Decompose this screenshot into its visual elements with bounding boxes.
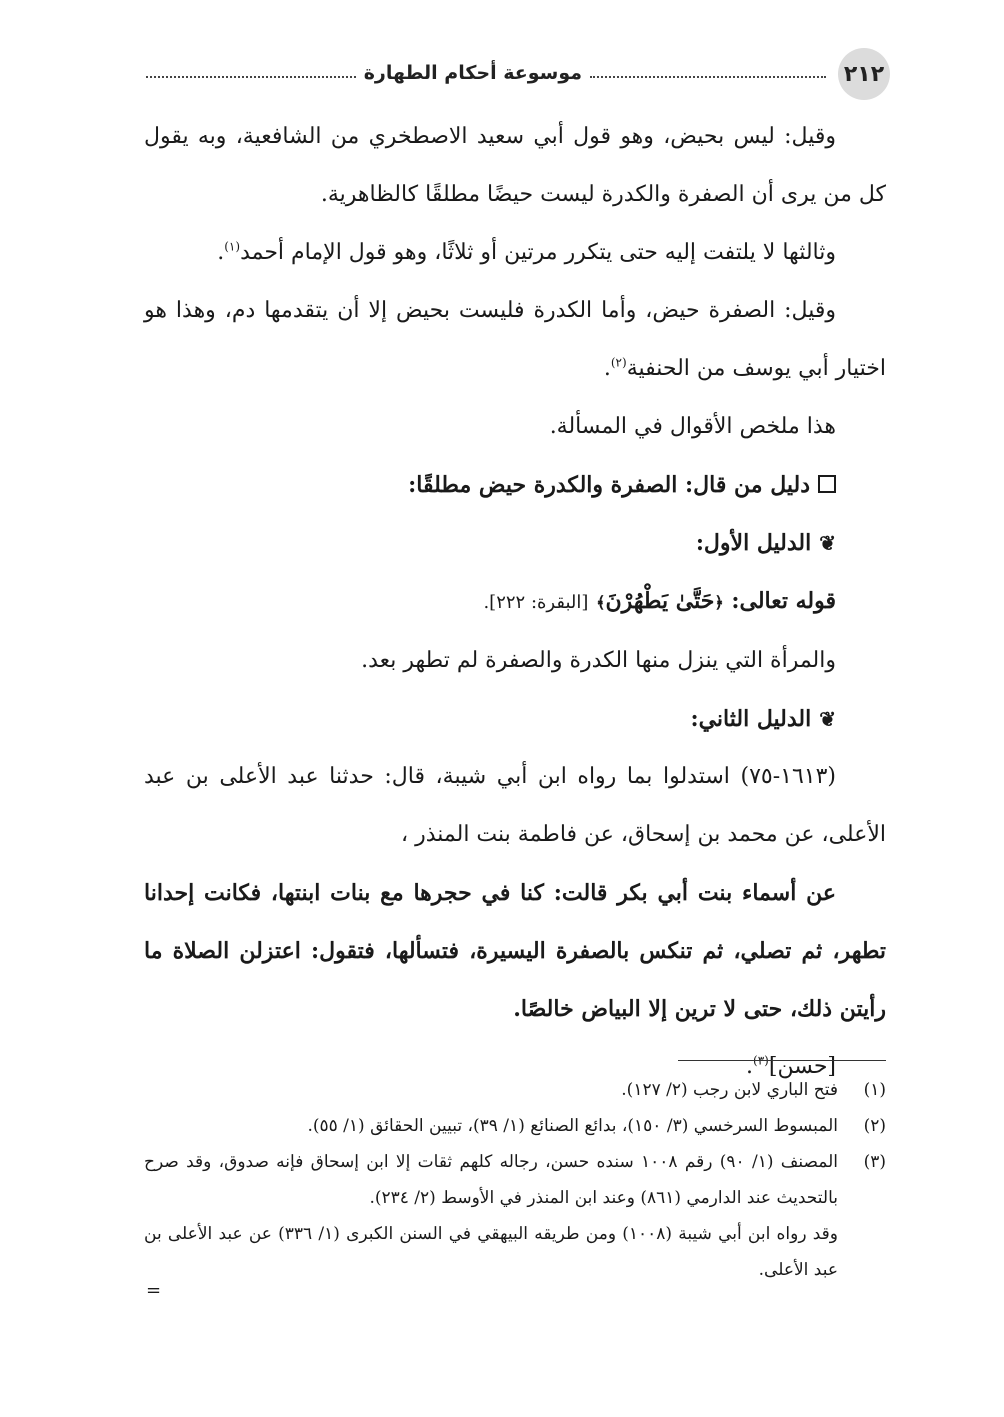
running-title-row	[146, 60, 826, 86]
footnote-ref-3[interactable]: (٣)	[753, 1053, 769, 1068]
paragraph-3	[144, 282, 886, 398]
footnote-ref-1[interactable]: (١)	[224, 239, 241, 254]
footnote-number: (٢)	[863, 1116, 886, 1136]
paragraph-2-text: وثالثها لا يلتفت إليه حتى يتكرر مرتين أو ثلاثًا، وهو قول الإمام أحمد	[240, 240, 836, 265]
footnote-text: المصنف (١/ ٩٠) رقم ١٠٠٨ سنده حسن، رجاله كلهم ثقات إلا ابن إسحاق فإنه صدوق، وقد صرح بالتحديث عند الدارمي (٨٦١) وعند ابن المنذر في الأوسط (٢/ ٢٣٤).	[144, 1152, 838, 1208]
heading-first-text: الدليل الأول:	[695, 530, 812, 556]
paragraph-3-end: .	[603, 356, 611, 381]
quran-line	[144, 572, 886, 632]
footnotes	[144, 1072, 886, 1288]
quran-reference: [البقرة: ٢٢٢].	[483, 592, 589, 613]
header-dots-left	[146, 76, 356, 78]
main-text	[144, 108, 886, 1096]
hadith-grade-end: .	[746, 1054, 754, 1079]
hadith-grade-text: [حسن]	[768, 1054, 836, 1079]
page-header	[146, 48, 890, 92]
header-dots-right	[590, 76, 826, 78]
footnote-1	[144, 1072, 886, 1108]
footnote-number: (١)	[863, 1080, 886, 1100]
footnote-3	[144, 1144, 886, 1216]
running-title: موسوعة أحكام الطهارة	[363, 62, 582, 84]
footnote-ref-2[interactable]: (٢)	[610, 355, 627, 370]
footnote-3-continuation: وقد رواه ابن أبي شيبة (١٠٠٨) ومن طريقه البيهقي في السنن الكبرى (١/ ٣٣٦) عن عبد الأعلى بن عبد الأعلى.	[144, 1224, 839, 1280]
paragraph-2-end: .	[217, 240, 225, 265]
heading-second-text: الدليل الثاني:	[690, 706, 812, 732]
footnote-text: المبسوط السرخسي (٣/ ١٥٠)، بدائع الصنائع (١/ ٣٩)، تبيين الحقائق (١/ ٥٥).	[307, 1116, 838, 1136]
paragraph-6: (١٦١٣-٧٥) استدلوا بما رواه ابن أبي شيبة، قال: حدثنا عبد الأعلى بن عبد الأعلى، عن محمد بن إسحاق، عن فاطمة بنت المنذر ،	[144, 764, 886, 847]
page-number-badge: ٢١٢	[838, 48, 890, 100]
continuation-mark: =	[146, 1280, 162, 1301]
hadith-text: عن أسماء بنت أبي بكر قالت: كنا في حجرها مع بنات ابنتها، فكانت إحدانا تطهر، ثم تصلي، ثم تنكس بالصفرة اليسيرة، فتسألها، فتقول: اعتزلن الصلاة ما رأيتن ذلك، حتى لا ترين إلا البياض خالصًا.	[144, 880, 886, 1022]
footnote-separator	[678, 1060, 886, 1061]
quran-close-bracket: ﴾	[596, 593, 606, 612]
footnote-number: (٣)	[863, 1152, 886, 1172]
footnote-2	[144, 1108, 886, 1144]
quran-open-bracket: ﴿	[714, 593, 724, 612]
quran-lead: قوله تعالى:	[731, 588, 836, 614]
heading-first-evidence	[144, 514, 886, 572]
paragraph-3-text: وقيل: الصفرة حيض، وأما الكدرة فليست بحيض إلا أن يتقدمها دم، وهذا هو اختيار أبي يوسف من الحنفية	[144, 298, 886, 381]
footnote-text: فتح الباري لابن رجب (٢/ ١٢٧).	[621, 1080, 838, 1100]
paragraph-2	[144, 224, 886, 282]
paragraph-4: هذا ملخص الأقوال في المسألة.	[549, 414, 836, 439]
heading-second-evidence	[144, 690, 886, 748]
leaf-ornament-icon: ❦	[819, 707, 836, 731]
quran-verse: حَتَّىٰ يَطْهُرْنَ	[605, 588, 715, 614]
checkbox-square-icon	[818, 475, 836, 493]
paragraph-5: والمرأة التي ينزل منها الكدرة والصفرة لم تطهر بعد.	[361, 648, 836, 673]
heading-evidence-text: دليل من قال: الصفرة والكدرة حيض مطلقًا:	[408, 472, 810, 498]
leaf-ornament-icon: ❦	[819, 531, 836, 555]
heading-evidence	[144, 456, 886, 514]
paragraph-1: وقيل: ليس بحيض، وهو قول أبي سعيد الاصطخري من الشافعية، وبه يقول كل من يرى أن الصفرة والكدرة ليست حيضًا مطلقًا كالظاهرية.	[144, 124, 886, 207]
